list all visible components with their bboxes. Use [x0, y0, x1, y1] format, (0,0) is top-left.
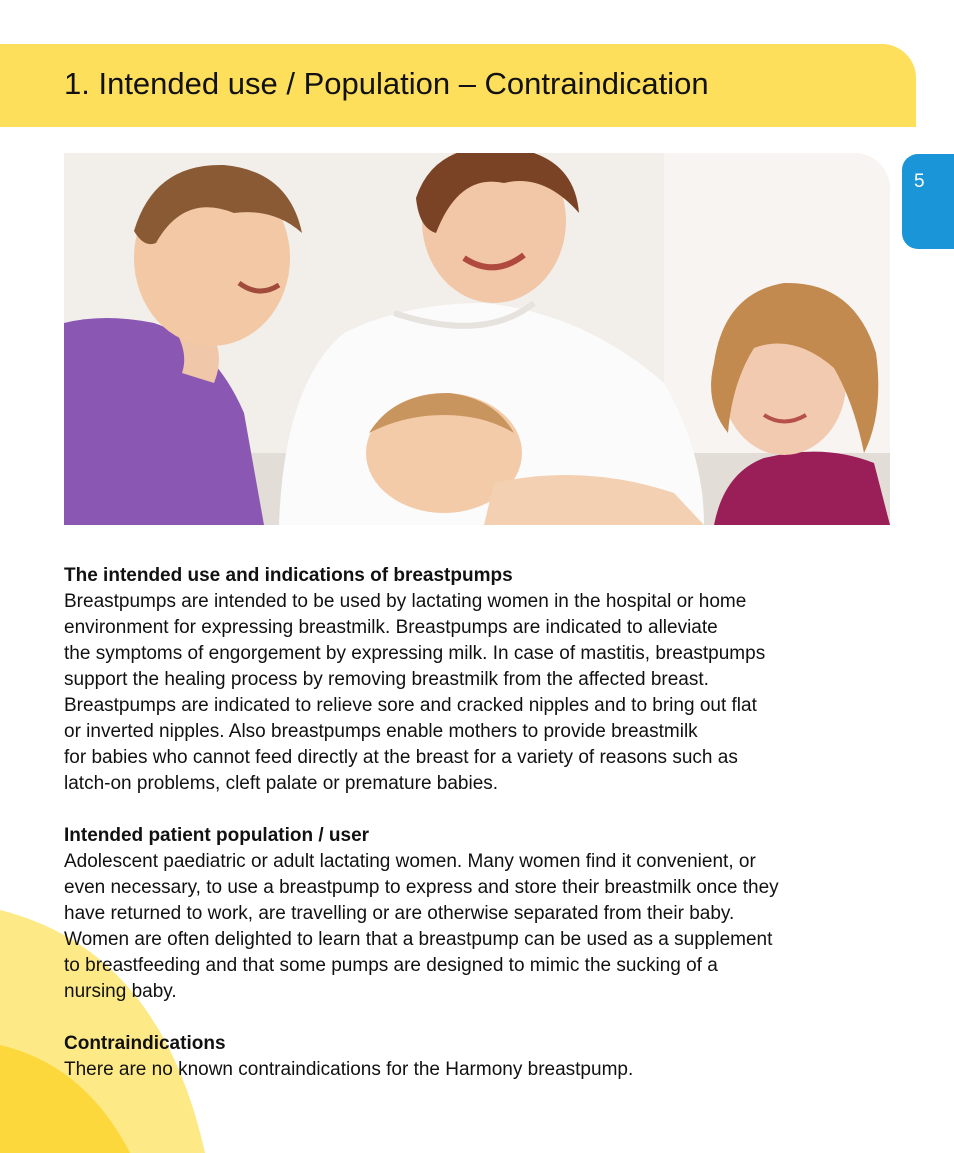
section-body: There are no known contraindications for the Harmony breastpump.	[64, 1059, 634, 1080]
section-body: Adolescent paediatric or adult lactating women. Many women find it convenient, or even necessary, to use a breastpump to express and store their breastmilk once they have returned to work, are travelling or are otherwise separated from their baby. Women are often delighted to learn that a breastpump can be used as a supplement to breastfeeding and that some pumps are designed to mimic the sucking of a nursing baby.	[64, 851, 779, 1002]
page-tab	[902, 154, 954, 249]
page-number: 5	[914, 171, 925, 192]
section-body: Breastpumps are intended to be used by lactating women in the hospital or home environment for expressing breastmilk. Breastpumps are indicated to alleviate the symptoms of engorgement by expressing milk. In case of mastitis, breastpumps support the healing process by removing breastmilk from the affected breast. Breastpumps are indicated to relieve sore and cracked nipples and to bring out flat or inverted nipples. Also breastpumps enable mothers to provide breastmilk for babies who cannot feed directly at the breast for a variety of reasons such as latch-on problems, cleft palate or premature babies.	[64, 591, 766, 794]
section-contraindications	[64, 1031, 914, 1083]
family-photo-icon	[64, 153, 890, 525]
section-patient-population	[64, 823, 914, 1005]
document-body	[64, 563, 914, 1109]
section-heading: Intended patient population / user	[64, 825, 370, 846]
section-heading: The intended use and indications of breastpumps	[64, 565, 513, 586]
section-heading: Contraindications	[64, 1033, 226, 1054]
family-photo	[64, 153, 890, 525]
page-title: 1. Intended use / Population – Contraindication	[64, 66, 709, 101]
section-intended-use	[64, 563, 914, 797]
